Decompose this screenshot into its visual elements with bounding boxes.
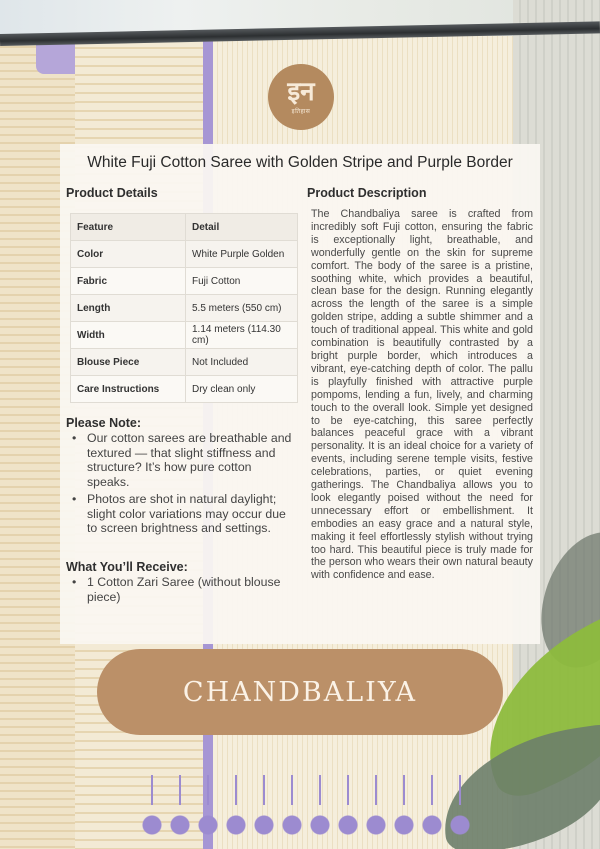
detail-cell: 5.5 meters (550 cm) — [186, 295, 298, 322]
logo-mark: इन — [287, 77, 315, 107]
receive-list — [72, 575, 297, 607]
detail-cell: White Purple Golden — [186, 241, 298, 268]
feature-column-header: Feature — [71, 214, 186, 241]
table-row — [71, 268, 298, 295]
product-details-heading: Product Details — [66, 186, 158, 200]
purple-pompoms — [140, 785, 470, 849]
list-item: • Photos are shot in natural daylight; slight color variations may occur due to screen brightness and settings. — [72, 492, 297, 536]
feature-cell: Color — [71, 241, 186, 268]
table-row — [71, 295, 298, 322]
receive-heading: What You’ll Receive: — [66, 560, 188, 574]
list-item: • 1 Cotton Zari Saree (without blouse piece) — [72, 575, 297, 604]
feature-cell: Blouse Piece — [71, 349, 186, 376]
table-row — [71, 349, 298, 376]
feature-cell: Fabric — [71, 268, 186, 295]
table-header-row — [71, 214, 298, 241]
table-row — [71, 322, 298, 349]
please-note-heading: Please Note: — [66, 416, 142, 430]
detail-cell: 1.14 meters (114.30 cm) — [186, 322, 298, 349]
feature-cell: Length — [71, 295, 186, 322]
product-description-text: The Chandbaliya saree is crafted from incredibly soft Fuji cotton, ensuring the fabric is exceptionally light, breathable, and wonderfully gentle on the skin for supreme comfort. The body of the saree is a pristine, soothing white, which provides a beautiful, clean base for the design. Running elegantly across the length of the saree is a simple golden stripe, adding a subtle shimmer and a touch of traditional appeal. This white and gold combination is beautifully contrasted by a bright purple border, which introduces a vibrant, eye-catching depth of color. The pallu is playfully finished with attractive purple pompoms, lending a fun, lively, and charming touch to the overall look. Simple yet designed to be eye-catching, this saree perfectly balances peaceful grace with a vibrant personality. It is an ideal choice for a variety of events, including serene temple visits, festive celebrations, parties, or quiet evening gatherings. The Chandbaliya allows you to look elegantly poised without the need for unnecessary effort or embellishment. It embodies an easy grace and a natural style, making it feel effortlessly stylish without trying too hard. This beautiful piece is truly made for the person who wears their own natural beauty with confidence and ease. — [311, 208, 533, 582]
product-card — [60, 144, 540, 644]
table-row — [71, 241, 298, 268]
product-details-table — [70, 213, 298, 403]
brand-name-pill — [97, 649, 503, 735]
detail-cell: Not Included — [186, 349, 298, 376]
table-row — [71, 376, 298, 403]
detail-cell: Dry clean only — [186, 376, 298, 403]
list-item: • Our cotton sarees are breathable and textured — that slight stiffness and structure? It’s how pure cotton speaks. — [72, 431, 297, 489]
feature-cell: Width — [71, 322, 186, 349]
brand-logo — [268, 64, 334, 130]
detail-cell: Fuji Cotton — [186, 268, 298, 295]
product-title: White Fuji Cotton Saree with Golden Stripe and Purple Border — [87, 154, 513, 171]
product-description-heading: Product Description — [307, 186, 427, 200]
please-note-list — [72, 431, 297, 539]
logo-small-text: इतिहास — [291, 108, 311, 115]
brand-name: CHANDBALIYA — [182, 676, 418, 708]
detail-column-header: Detail — [186, 214, 298, 241]
feature-cell: Care Instructions — [71, 376, 186, 403]
